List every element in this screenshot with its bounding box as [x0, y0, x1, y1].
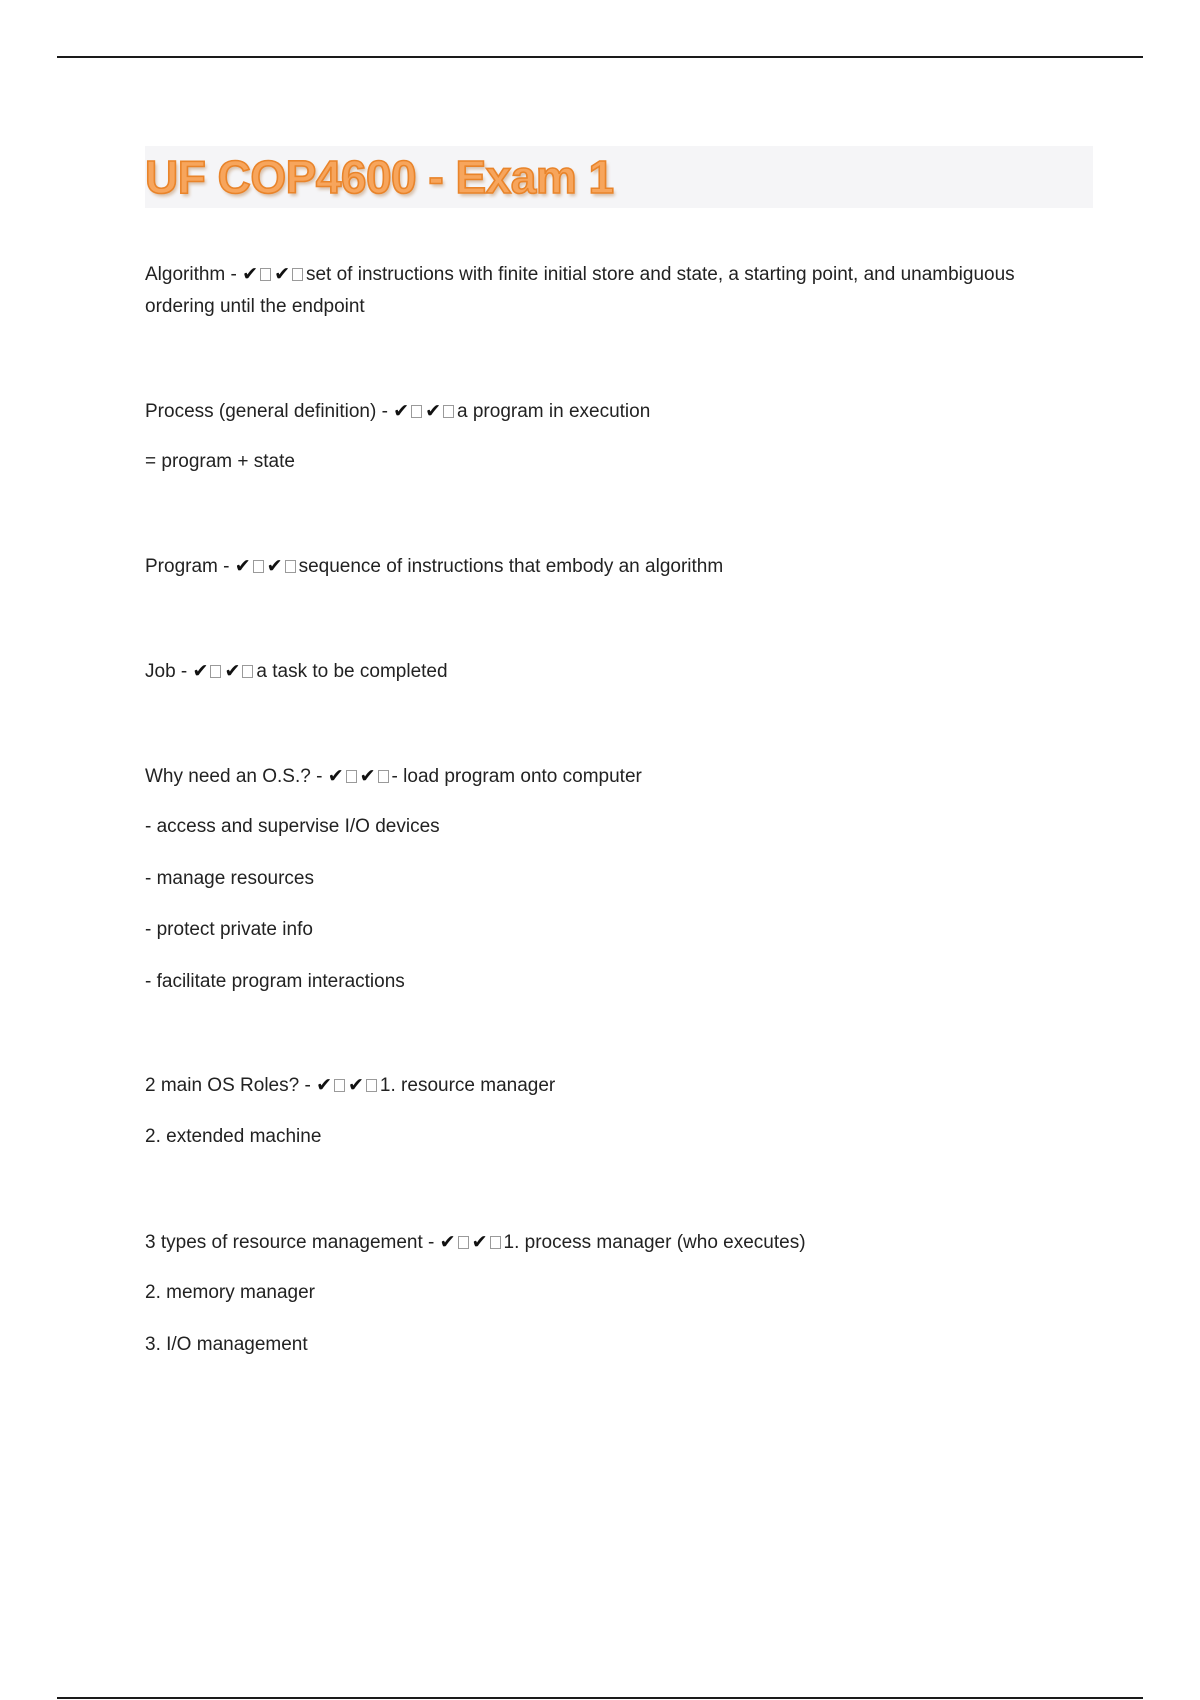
card-term: 3 types of resource management - [145, 1232, 440, 1253]
checkmark-icon: ✔ [242, 263, 259, 285]
card-resource-management [145, 1226, 1045, 1259]
box-icon [285, 560, 296, 573]
answer-marker [235, 556, 299, 577]
checkmark-icon: ✔ [327, 765, 344, 787]
box-icon [458, 1236, 469, 1249]
box-icon [443, 405, 454, 418]
answer-marker [242, 264, 306, 285]
box-icon [490, 1236, 501, 1249]
checkmark-icon: ✔ [439, 1231, 456, 1253]
card-os-roles [145, 1069, 1045, 1102]
card-definition: - load program onto computer [391, 766, 642, 787]
box-icon [411, 405, 422, 418]
box-icon [378, 770, 389, 783]
checkmark-icon: ✔ [224, 660, 241, 682]
answer-marker [440, 1232, 504, 1253]
document-title: UF COP4600 - Exam 1 [145, 151, 614, 203]
card-os-roles-line: 2. extended machine [145, 1126, 322, 1147]
box-icon [346, 770, 357, 783]
checkmark-icon: ✔ [359, 765, 376, 787]
card-process [145, 395, 1045, 428]
card-resource-management-line: 2. memory manager [145, 1282, 316, 1303]
box-icon [334, 1079, 345, 1092]
card-term: Process (general definition) - [145, 401, 394, 422]
checkmark-icon: ✔ [348, 1074, 364, 1096]
checkmark-icon: ✔ [471, 1231, 488, 1253]
answer-marker [393, 401, 457, 422]
answer-marker [193, 661, 257, 682]
box-icon [366, 1079, 377, 1092]
card-term: 2 main OS Roles? - [145, 1075, 317, 1096]
box-icon [292, 268, 303, 281]
card-term: Job - [145, 661, 193, 682]
checkmark-icon: ✔ [425, 400, 442, 422]
card-process-line: = program + state [145, 451, 295, 472]
card-definition: sequence of instructions that embody an algorithm [298, 556, 724, 577]
card-why-os-line: - access and supervise I/O devices [145, 816, 440, 837]
checkmark-icon: ✔ [274, 263, 290, 285]
checkmark-icon: ✔ [266, 555, 283, 577]
card-why-os [145, 760, 1045, 793]
card-term: Why need an O.S.? - [145, 766, 328, 787]
checkmark-icon: ✔ [393, 400, 410, 422]
box-icon [253, 560, 264, 573]
checkmark-icon: ✔ [316, 1074, 332, 1096]
top-rule [57, 56, 1143, 58]
card-job [145, 655, 1045, 688]
card-definition: 1. resource manager [379, 1075, 556, 1096]
checkmark-icon: ✔ [234, 555, 251, 577]
checkmark-icon: ✔ [192, 660, 209, 682]
box-icon [210, 665, 221, 678]
card-program [145, 550, 1045, 583]
card-why-os-line: - manage resources [145, 868, 314, 889]
answer-marker [316, 1075, 380, 1096]
card-definition: a task to be completed [256, 661, 448, 682]
card-definition: a program in execution [457, 401, 651, 422]
card-resource-management-line: 3. I/O management [145, 1334, 308, 1355]
bottom-rule [57, 1697, 1143, 1699]
card-definition: set of instructions with finite initial store and state, a starting point, and unambiguous ordering until the endpoint [145, 264, 1015, 317]
card-definition: 1. process manager (who executes) [503, 1232, 806, 1253]
card-term: Algorithm - [145, 264, 243, 285]
card-term: Program - [145, 556, 235, 577]
card-why-os-line: - facilitate program interactions [145, 971, 405, 992]
box-icon [242, 665, 253, 678]
answer-marker [328, 766, 392, 787]
card-algorithm [145, 258, 1045, 323]
box-icon [260, 268, 271, 281]
card-why-os-line: - protect private info [145, 919, 313, 940]
